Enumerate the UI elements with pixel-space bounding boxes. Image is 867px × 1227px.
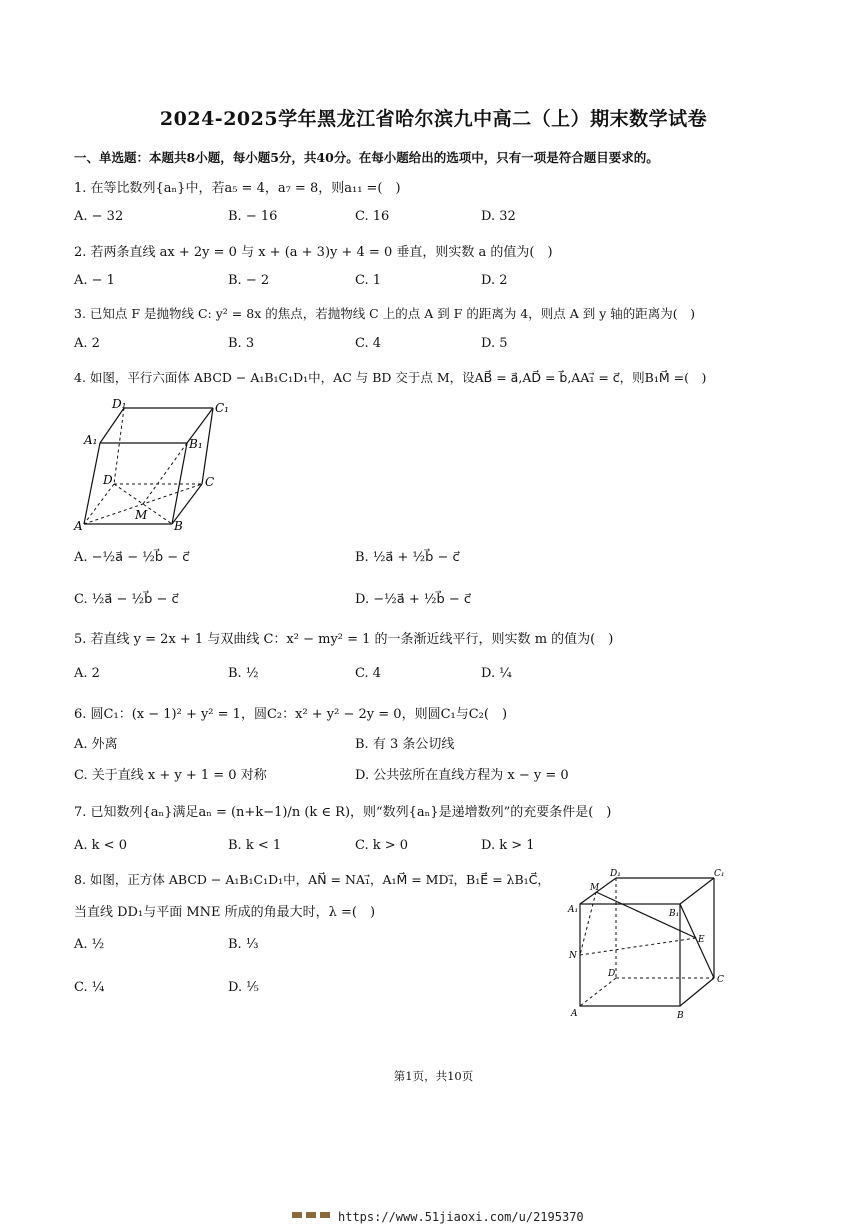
- question-2-stem: 2. 若两条直线 ax + 2y = 0 与 x + (a + 3)y + 4 = 0 垂直，则实数 a 的值为( ): [74, 245, 553, 260]
- q5-option-a: A. 2: [74, 666, 100, 681]
- q3-option-a: A. 2: [74, 336, 100, 351]
- exam-title: 2024-2025学年黑龙江省哈尔滨九中高二（上）期末数学试卷: [159, 108, 708, 130]
- q2-option-c: C. 1: [355, 273, 382, 288]
- cube-label-d: D: [608, 969, 616, 979]
- q2-option-b: B. − 2: [228, 273, 270, 288]
- q4-option-c: C. ½a⃗ − ½b⃗ − c⃗: [74, 592, 179, 607]
- q6-option-d: D. 公共弦所在直线方程为 x − y = 0: [355, 768, 569, 783]
- page-footer: 第1页，共10页: [393, 1069, 474, 1083]
- cube-label-c: C: [717, 975, 724, 985]
- q1-option-b: B. − 16: [228, 209, 278, 224]
- q8-option-b: B. ⅓: [228, 937, 259, 952]
- label-d: D: [103, 473, 113, 487]
- q8-option-d: D. ⅕: [228, 980, 259, 995]
- q8-option-c: C. ¼: [74, 980, 105, 995]
- cube-label-b1: B₁: [669, 909, 680, 919]
- cube-label-n: N: [569, 951, 577, 961]
- q4-option-d: D. −½a⃗ + ½b⃗ − c⃗: [355, 592, 471, 607]
- q3-option-b: B. 3: [228, 336, 255, 351]
- question-5-stem: 5. 若直线 y = 2x + 1 与双曲线 C：x² − my² = 1 的一条渐近线平行，则实数 m 的值为( ): [74, 632, 614, 647]
- question-3-stem: 3. 已知点 F 是抛物线 C: y² = 8x 的焦点，若抛物线 C 上的点 A 到 F 的距离为 4，则点 A 到 y 轴的距离为( ): [74, 306, 695, 321]
- question-7-stem: 7. 已知数列{aₙ}满足aₙ = (n+k−1)/n (k ∈ R)，则“数列{aₙ}是递增数列”的充要条件是( ): [74, 805, 612, 820]
- q6-option-a: A. 外离: [74, 737, 118, 752]
- cube-label-e: E: [698, 935, 705, 945]
- q5-option-d: D. ¼: [481, 666, 512, 681]
- q1-option-c: C. 16: [355, 209, 390, 224]
- question-8-stem-line2: 当直线 DD₁与平面 MNE 所成的角最大时，λ =( ): [74, 905, 376, 920]
- cube-label-c1: C₁: [714, 869, 725, 879]
- label-c1: C₁: [215, 401, 229, 415]
- q8-option-a: A. ½: [74, 937, 105, 952]
- q7-option-c: C. k > 0: [355, 838, 409, 853]
- q7-option-d: D. k > 1: [481, 838, 535, 853]
- question-8-stem: 8. 如图，正方体 ABCD − A₁B₁C₁D₁中，AN⃗ = NA₁⃗，A₁M⃗ = MD₁⃗，B₁E⃗ = λB₁C⃗，: [74, 872, 550, 887]
- cube-label-a: A: [571, 1009, 578, 1019]
- q2-option-a: A. − 1: [74, 273, 115, 288]
- q3-option-d: D. 5: [481, 336, 508, 351]
- question-6-stem: 6. 圆C₁：(x − 1)² + y² = 1，圆C₂：x² + y² − 2y = 0，则圆C₁与C₂( ): [74, 707, 508, 722]
- q2-option-d: D. 2: [481, 273, 508, 288]
- source-url[interactable]: https://www.51jiaoxi.com/u/2195370: [338, 1210, 584, 1224]
- label-b: B: [174, 519, 183, 533]
- question-1-stem: 1. 在等比数列{aₙ}中，若a₅ = 4，a₇ = 8，则a₁₁ =( ): [74, 181, 401, 196]
- label-c: C: [205, 475, 215, 489]
- q1-option-a: A. − 32: [74, 209, 124, 224]
- q6-option-b: B. 有 3 条公切线: [355, 737, 455, 752]
- q5-option-b: B. ½: [228, 666, 259, 681]
- watermark-mark: [292, 1212, 334, 1220]
- label-d1: D₁: [112, 397, 127, 411]
- cube-label-a1: A₁: [568, 905, 579, 915]
- section-heading: 一、单选题：本题共8小题，每小题5分，共40分。在每小题给出的选项中，只有一项是符合题目要求的。: [74, 150, 659, 165]
- q4-option-a: A. −½a⃗ − ½b⃗ − c⃗: [74, 550, 190, 565]
- label-m: M: [135, 508, 148, 522]
- label-a: A: [74, 519, 83, 533]
- cube-label-d1: D₁: [610, 869, 621, 879]
- cube-label-b: B: [677, 1011, 684, 1021]
- cube-label-m: M: [590, 883, 600, 893]
- q4-option-b: B. ½a⃗ + ½b⃗ − c⃗: [355, 550, 460, 565]
- q7-option-b: B. k < 1: [228, 838, 282, 853]
- parallelepiped-figure: [72, 394, 232, 534]
- label-b1: B₁: [189, 437, 203, 451]
- label-a1: A₁: [84, 433, 98, 447]
- q6-option-c: C. 关于直线 x + y + 1 = 0 对称: [74, 768, 267, 783]
- q5-option-c: C. 4: [355, 666, 382, 681]
- q7-option-a: A. k < 0: [74, 838, 127, 853]
- q1-option-d: D. 32: [481, 209, 516, 224]
- q3-option-c: C. 4: [355, 336, 382, 351]
- cube-figure: [566, 866, 736, 1022]
- question-4-stem: 4. 如图，平行六面体 ABCD − A₁B₁C₁D₁中，AC 与 BD 交于点 M，设AB⃗ = a⃗,AD⃗ = b⃗,AA₁⃗ = c⃗，则B₁M⃗ =( ): [74, 370, 707, 385]
